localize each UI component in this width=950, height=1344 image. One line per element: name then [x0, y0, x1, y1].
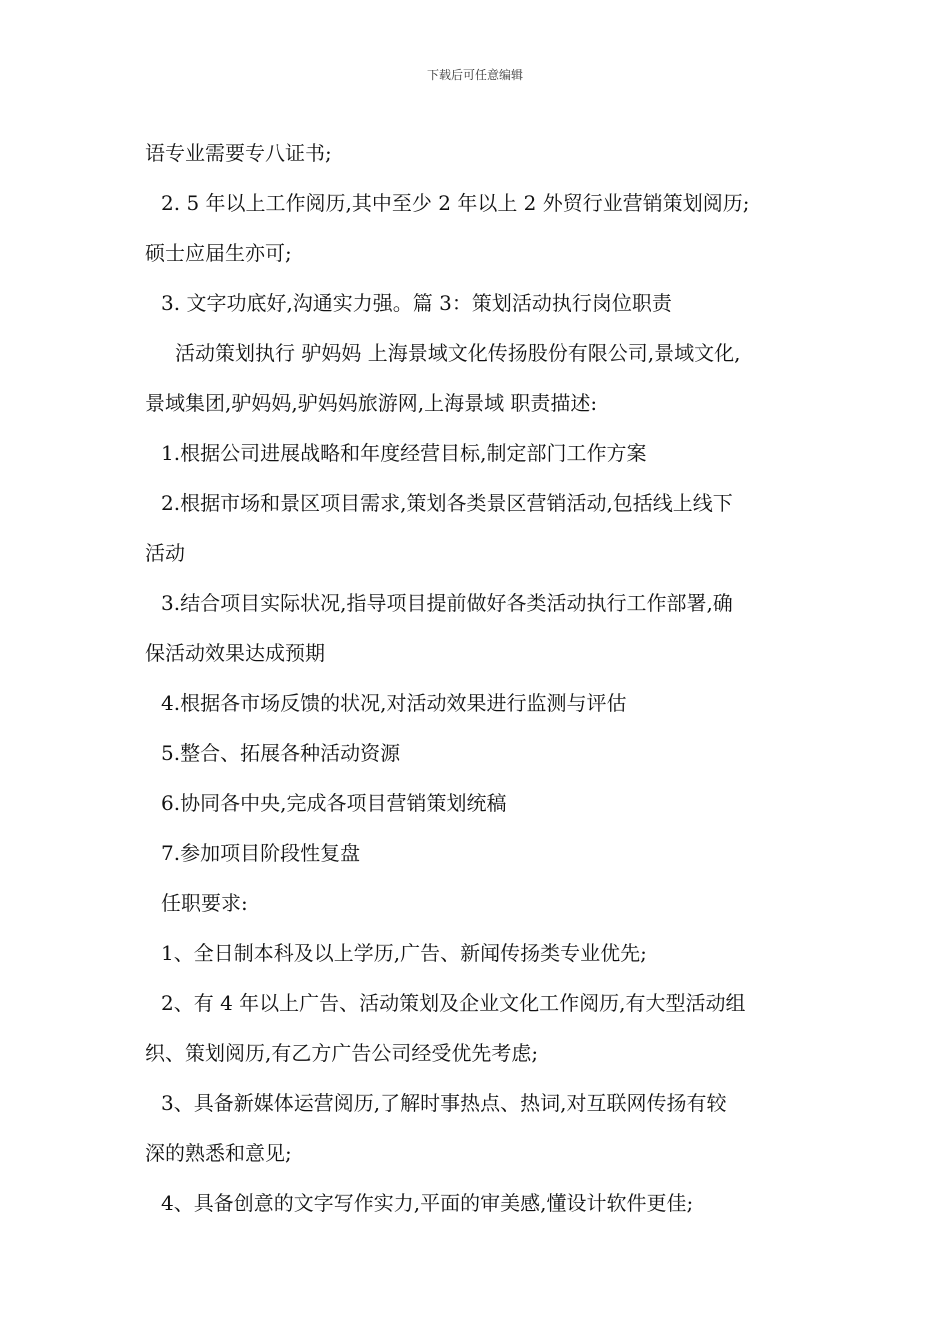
text-line: 2、有 4 年以上广告、活动策划及企业文化工作阅历,有大型活动组	[161, 991, 746, 1015]
text-line: 7.参加项目阶段性复盘	[161, 841, 361, 865]
text-line: 深的熟悉和意见;	[145, 1141, 292, 1165]
text-line: 5.整合、拓展各种活动资源	[161, 741, 401, 765]
text-line: 活动	[145, 541, 185, 565]
text-line: 4.根据各市场反馈的状况,对活动效果进行监测与评估	[161, 691, 627, 715]
text-line: 任职要求:	[161, 891, 248, 915]
page-header: 下载后可任意编辑	[426, 68, 523, 82]
text-line: 织、策划阅历,有乙方广告公司经受优先考虑;	[145, 1041, 539, 1065]
text-line: 3. 文字功底好,沟通实力强。篇 3：策划活动执行岗位职责	[161, 291, 672, 315]
text-line: 3、具备新媒体运营阅历,了解时事热点、热词,对互联网传扬有较	[161, 1091, 727, 1115]
text-line: 6.协同各中央,完成各项目营销策划统稿	[161, 791, 507, 815]
text-line: 活动策划执行 驴妈妈 上海景域文化传扬股份有限公司,景域文化,	[175, 341, 741, 365]
text-line: 1、全日制本科及以上学历,广告、新闻传扬类专业优先;	[161, 941, 647, 965]
text-line: 4、具备创意的文字写作实力,平面的审美感,懂设计软件更佳;	[161, 1191, 694, 1215]
text-line: 2. 5 年以上工作阅历,其中至少 2 年以上 2 外贸行业营销策划阅历;	[161, 191, 750, 215]
text-line: 3.结合项目实际状况,指导项目提前做好各类活动执行工作部署,确	[161, 591, 733, 615]
document-body	[145, 128, 815, 1228]
text-line: 景域集团,驴妈妈,驴妈妈旅游网,上海景域 职责描述:	[145, 391, 598, 415]
text-line: 硕士应届生亦可;	[145, 241, 292, 265]
text-line: 1.根据公司进展战略和年度经营目标,制定部门工作方案	[161, 441, 647, 465]
text-line: 语专业需要专八证书;	[145, 141, 332, 165]
text-line: 保活动效果达成预期	[145, 641, 325, 665]
text-line: 2.根据市场和景区项目需求,策划各类景区营销活动,包括线上线下	[161, 491, 733, 515]
